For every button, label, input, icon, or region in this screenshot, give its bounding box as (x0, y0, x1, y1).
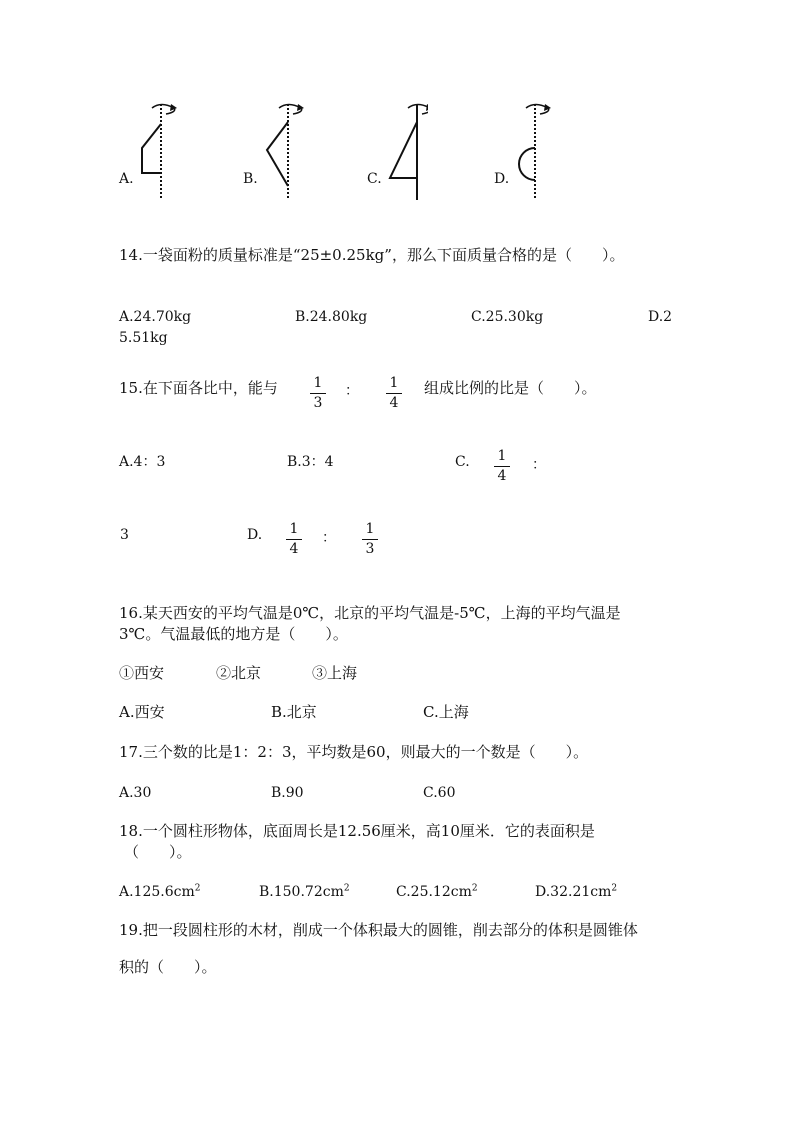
q19-stem-line-2: 积的（ ）。 (119, 958, 217, 976)
superscript: 2 (343, 883, 350, 894)
q13-option-b-figure (255, 98, 305, 203)
q13-option-c-figure (378, 98, 428, 203)
fraction-denominator: 3 (365, 541, 375, 557)
option-value: B.150.72cm (259, 884, 344, 900)
q13-option-a-letter: A. (119, 171, 134, 187)
q15-option-d: D. (247, 527, 263, 543)
q16-choice-2: ②北京 (216, 664, 262, 682)
option-value: D.32.21cm (535, 884, 612, 900)
q14-option-d: D.2 (648, 309, 673, 325)
q15-option-c: C. (455, 454, 470, 470)
fraction-numerator: 1 (313, 375, 323, 391)
fraction-numerator: 1 (497, 448, 507, 464)
superscript: 2 (471, 883, 478, 894)
q18-stem-line-2: （ ）。 (124, 843, 192, 861)
q14-option-a: A.24.70kg (119, 309, 192, 325)
superscript: 2 (194, 883, 201, 894)
option-value: C.25.12cm (396, 884, 472, 900)
q18-option-a (119, 885, 201, 899)
q15-stem-suffix: 组成比例的比是（ ）。 (424, 379, 597, 397)
fraction-bar (386, 393, 402, 394)
q15-option-c-tail: 3 (120, 527, 129, 543)
fraction-denominator: 4 (289, 541, 299, 557)
q13-option-b-letter: B. (243, 171, 258, 187)
q13-option-a-figure (130, 98, 180, 203)
fraction-bar (494, 466, 510, 467)
q15-option-a: A.4：3 (119, 454, 166, 470)
q17-option-c: C.60 (423, 785, 456, 801)
q15-option-d-fraction-2 (362, 522, 378, 556)
superscript: 2 (611, 883, 618, 894)
fraction-numerator: 1 (389, 375, 399, 391)
q13-option-d-figure (505, 98, 555, 203)
fraction-denominator: 4 (389, 395, 399, 411)
fraction-denominator: 3 (313, 395, 323, 411)
fraction-bar (286, 539, 302, 540)
fraction-numerator: 1 (365, 521, 375, 537)
fraction-denominator: 4 (497, 468, 507, 484)
q15-option-c-fraction (494, 449, 510, 483)
q16-choice-1: ①西安 (119, 664, 165, 682)
q13-option-c-letter: C. (367, 171, 382, 187)
q15-stem-prefix: 15.在下面各比中，能与 (119, 379, 278, 397)
q14-option-b: B.24.80kg (295, 309, 368, 325)
q16-option-c: C.上海 (423, 703, 469, 721)
q18-option-c (396, 885, 478, 899)
q18-option-d (535, 885, 617, 899)
q14-option-d-wrap: 5.51kg (119, 330, 168, 346)
q17-stem: 17.三个数的比是1：2：3，平均数是60，则最大的一个数是（ ）。 (119, 743, 589, 761)
q15-fraction-one-fourth (386, 376, 402, 410)
q15-option-c-colon: ： (532, 457, 546, 473)
q15-fraction-one-third (310, 376, 326, 410)
q18-option-b (259, 885, 350, 899)
q15-ratio-colon: ： (345, 383, 359, 399)
q14-option-c: C.25.30kg (471, 309, 544, 325)
fraction-bar (362, 539, 378, 540)
q15-option-b: B.3：4 (287, 454, 334, 470)
q16-choice-3: ③上海 (312, 664, 358, 682)
option-value: A.125.6cm (119, 884, 195, 900)
fraction-numerator: 1 (289, 521, 299, 537)
q14-stem: 14.一袋面粉的质量标准是“25±0.25kg”，那么下面质量合格的是（ ）。 (119, 246, 625, 264)
q17-option-a: A.30 (119, 785, 152, 801)
q18-stem-line-1: 18.一个圆柱形物体，底面周长是12.56厘米，高10厘米．它的表面积是 (119, 822, 595, 840)
q13-option-d-letter: D. (494, 171, 510, 187)
q16-option-b: B.北京 (271, 703, 317, 721)
q17-option-b: B.90 (271, 785, 304, 801)
q16-option-a: A.西安 (119, 703, 165, 721)
fraction-bar (310, 393, 326, 394)
q15-option-d-colon: ： (322, 530, 336, 546)
q19-stem-line-1: 19.把一段圆柱形的木材，削成一个体积最大的圆锥，削去部分的体积是圆锥体 (119, 921, 638, 939)
q15-option-d-fraction-1 (286, 522, 302, 556)
q16-stem-line-2: 3℃。气温最低的地方是（ ）。 (119, 625, 348, 643)
q16-stem-line-1: 16.某天西安的平均气温是0℃，北京的平均气温是-5℃，上海的平均气温是 (119, 604, 621, 622)
